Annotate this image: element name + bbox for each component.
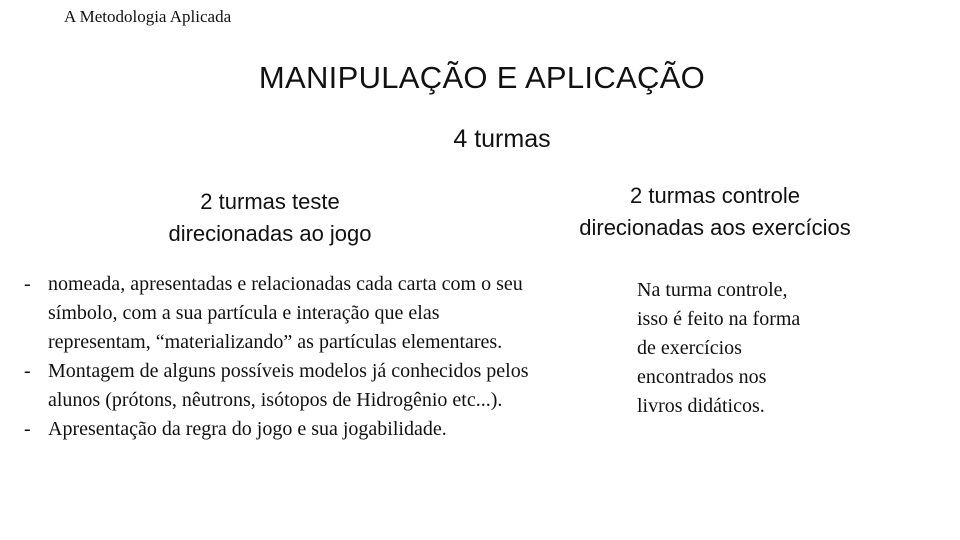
slide-header: A Metodologia Aplicada	[64, 7, 232, 26]
list-item	[24, 270, 544, 357]
left-heading-line-1: 2 turmas teste	[200, 189, 340, 214]
bullet-dash: -	[24, 360, 31, 382]
list-item	[24, 415, 544, 444]
bullet-text: Montagem de alguns possíveis modelos já conhecidos pelos alunos (prótons, nêutrons, isótopos de Hidrogênio etc...).	[48, 360, 529, 411]
slide-title: MANIPULAÇÃO E APLICAÇÃO	[258, 60, 706, 95]
bullet-text: nomeada, apresentadas e relacionadas cada carta com o seu símbolo, com a sua partícula e interação que elas representam, “materializando” as partículas elementares.	[48, 273, 523, 353]
bullet-dash: -	[24, 418, 31, 440]
right-column-heading	[520, 180, 910, 244]
bullet-list	[24, 270, 544, 444]
list-item	[24, 357, 544, 415]
left-column-heading	[80, 186, 460, 250]
right-heading-line-2: direcionadas aos exercícios	[579, 215, 851, 240]
control-group-description: Na turma controle, isso é feito na forma de exercícios encontrados nos livros didáticos.	[637, 279, 801, 417]
slide-subtitle: 4 turmas	[453, 125, 551, 153]
bullet-text: Apresentação da regra do jogo e sua jogabilidade.	[48, 418, 447, 440]
right-heading-line-1: 2 turmas controle	[630, 183, 800, 208]
left-heading-line-2: direcionadas ao jogo	[168, 221, 372, 246]
bullet-dash: -	[24, 273, 31, 295]
